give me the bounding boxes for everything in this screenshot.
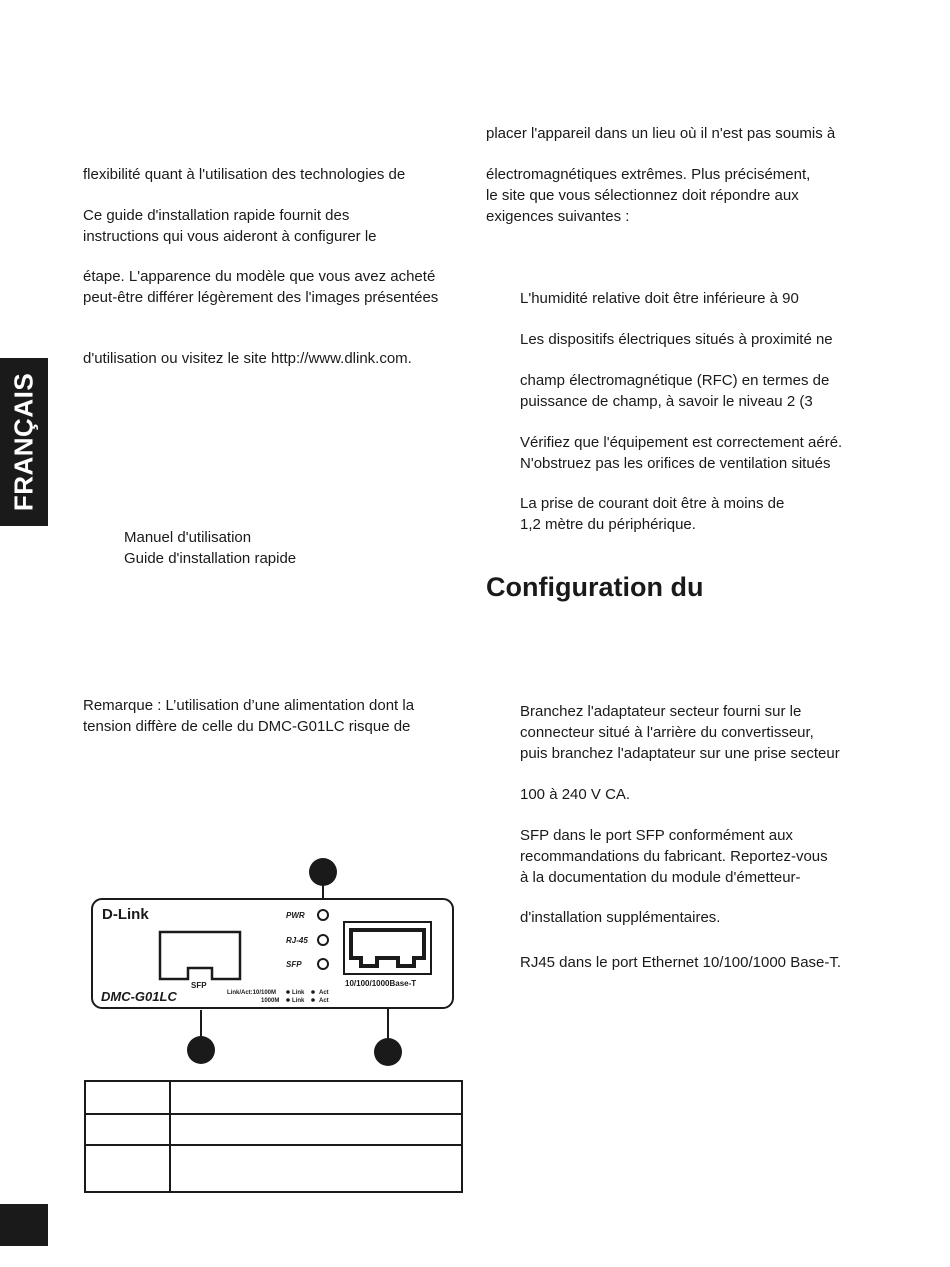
- package-item: Guide d'installation rapide: [124, 550, 297, 567]
- requirement-line: puissance de champ, à savoir le niveau 2 (3: [520, 393, 813, 410]
- requirement-line: 1,2 mètre du périphérique.: [520, 516, 696, 533]
- requirement-line: N'obstruez pas les orifices de ventilation situés: [520, 455, 831, 472]
- requirement-line: L'humidité relative doit être inférieure à 90: [520, 290, 799, 307]
- table-row: [86, 1144, 461, 1146]
- legend-link: Link: [292, 990, 305, 996]
- site-line: placer l'appareil dans un lieu où il n'est pas soumis à: [486, 125, 836, 142]
- legend-link: Link: [292, 998, 305, 1004]
- led-label-pwr: PWR: [286, 911, 305, 920]
- intro-line: instructions qui vous aideront à configurer le: [83, 228, 377, 245]
- requirement-line: Vérifiez que l'équipement est correctement aéré.: [520, 434, 843, 451]
- legend-dot: [286, 998, 290, 1002]
- step-line: RJ45 dans le port Ethernet 10/100/1000 Base-T.: [520, 954, 842, 971]
- site-line: électromagnétiques extrêmes. Plus précisément,: [486, 166, 811, 183]
- site-line: exigences suivantes :: [486, 208, 630, 225]
- led-description-table: [84, 1080, 463, 1193]
- step-line: Branchez l'adaptateur secteur fourni sur le: [520, 703, 802, 720]
- requirement-line: La prise de courant doit être à moins de: [520, 495, 785, 512]
- callout-dot-sfp: [187, 1036, 215, 1064]
- remark-line: tension diffère de celle du DMC-G01LC risque de: [83, 718, 411, 735]
- callout-dot-rj45: [374, 1038, 402, 1066]
- step-line: SFP dans le port SFP conformément aux: [520, 827, 793, 844]
- intro-line: flexibilité quant à l'utilisation des technologies de: [83, 166, 406, 183]
- site-line: le site que vous sélectionnez doit répondre aux: [486, 187, 799, 204]
- model-label: DMC-G01LC: [101, 989, 177, 1004]
- legend-act: Act: [319, 990, 329, 996]
- sfp-port-label: SFP: [191, 981, 207, 990]
- requirement-line: Les dispositifs électriques situés à proximité ne: [520, 331, 833, 348]
- step-line: puis branchez l'adaptateur sur une prise secteur: [520, 745, 840, 762]
- step-line: d'installation supplémentaires.: [520, 909, 721, 926]
- page-number-block: [0, 1204, 48, 1246]
- language-tab-label: FRANÇAIS: [8, 372, 39, 512]
- requirement-line: champ électromagnétique (RFC) en termes de: [520, 372, 830, 389]
- callout-dot-led: [309, 858, 337, 886]
- step-line: recommandations du fabricant. Reportez-vous: [520, 848, 828, 865]
- section-heading: Configuration du: [486, 572, 704, 602]
- step-line: à la documentation du module d'émetteur-: [520, 869, 801, 886]
- led-label-rj45: RJ-45: [286, 936, 308, 945]
- legend-line-1: Link/Act:10/100M: [227, 990, 277, 996]
- device-front-panel: [80, 850, 470, 1075]
- legend-line-2: 1000M: [261, 998, 280, 1004]
- led-label-sfp: SFP: [286, 960, 302, 969]
- intro-line: étape. L'apparence du modèle que vous avez acheté: [83, 268, 436, 285]
- table-column-divider: [169, 1082, 171, 1191]
- table-row: [86, 1113, 461, 1115]
- legend-dot: [311, 998, 315, 1002]
- intro-line: Ce guide d'installation rapide fournit des: [83, 207, 350, 224]
- intro-line: d'utilisation ou visitez le site http://www.dlink.com.: [83, 350, 412, 367]
- brand-logo: D-Link: [102, 906, 149, 923]
- step-line: 100 à 240 V CA.: [520, 786, 631, 803]
- legend-act: Act: [319, 998, 329, 1004]
- rj45-port-label: 10/100/1000Base-T: [345, 979, 417, 988]
- package-item: Manuel d'utilisation: [124, 529, 252, 546]
- legend-dot: [311, 990, 315, 994]
- legend-dot: [286, 990, 290, 994]
- remark-line: Remarque : L’utilisation d’une alimentation dont la: [83, 697, 415, 714]
- intro-line: peut-être différer légèrement des l'images présentées: [83, 289, 439, 306]
- step-line: connecteur situé à l'arrière du convertisseur,: [520, 724, 814, 741]
- language-tab: [0, 358, 48, 526]
